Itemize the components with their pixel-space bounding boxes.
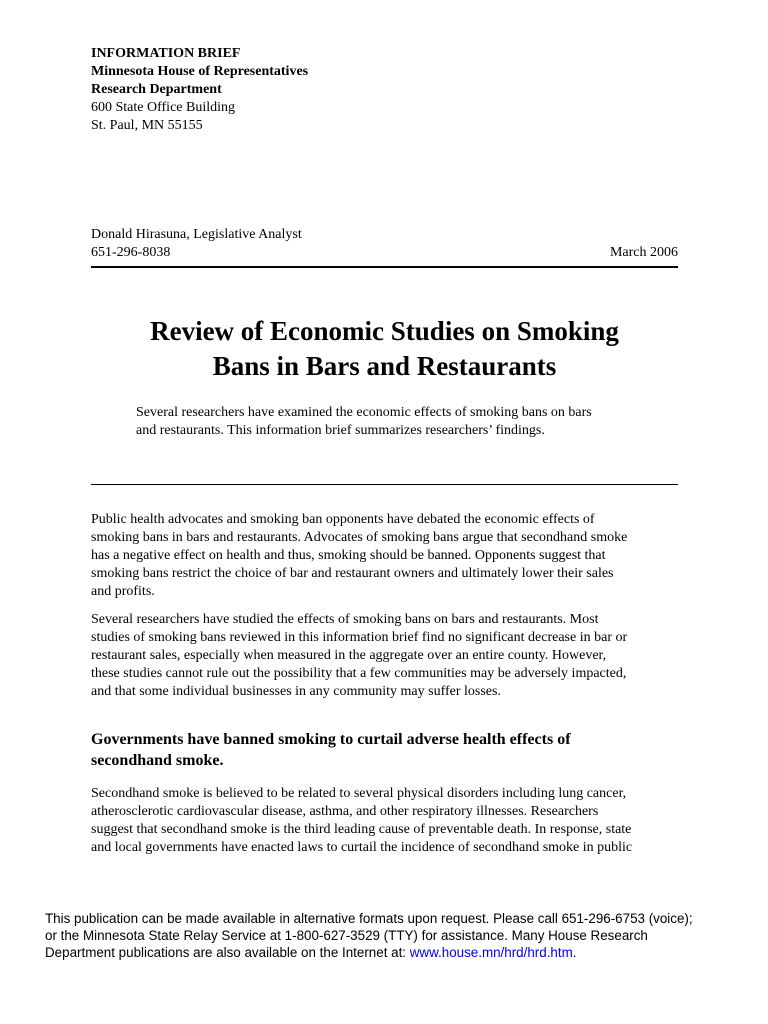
paragraph-line: Public health advocates and smoking ban opponents have debated the economic effects of bbox=[91, 512, 595, 527]
document-body bbox=[91, 511, 678, 867]
footer-line-3-text: Department publications are also available on the Internet at: bbox=[45, 945, 410, 960]
footer-line-3-end: . bbox=[572, 945, 577, 960]
paragraph-line: Several researchers have studied the effects of smoking bans on bars and restaurants. Most bbox=[91, 612, 599, 627]
address-line-1: 600 State Office Building bbox=[91, 100, 235, 115]
author-phone: 651-296-8038 bbox=[91, 245, 171, 260]
paragraph-line: smoking bans restrict the choice of bar and restaurant owners and ultimately lower their sales bbox=[91, 566, 614, 581]
author-contact-row bbox=[91, 244, 678, 262]
footer-line-2: or the Minnesota State Relay Service at 1-800-627-3529 (TTY) for assistance. Many House Research bbox=[45, 928, 648, 943]
abstract-line-1: Several researchers have examined the economic effects of smoking bans on bars bbox=[136, 405, 592, 420]
document-header bbox=[91, 45, 308, 135]
footer-line-1: This publication can be made available in alternative formats upon request. Please call 651-296-6753 (voice); bbox=[45, 911, 693, 926]
title-line-2: Bans in Bars and Restaurants bbox=[212, 351, 557, 381]
title-line-1: Review of Economic Studies on Smoking bbox=[150, 316, 619, 346]
paragraph-line: and profits. bbox=[91, 584, 155, 599]
paragraph-line: Secondhand smoke is believed to be related to several physical disorders including lung cancer, bbox=[91, 786, 627, 801]
department-name: Research Department bbox=[91, 82, 222, 97]
paragraph-line: studies of smoking bans reviewed in this information brief find no significant decrease in bar or bbox=[91, 630, 628, 645]
paragraph-line: atherosclerotic cardiovascular disease, asthma, and other respiratory illnesses. Researchers bbox=[91, 804, 599, 819]
paragraph-1 bbox=[91, 511, 678, 601]
paragraph-2 bbox=[91, 611, 678, 701]
footer-line-3 bbox=[45, 944, 735, 961]
section-heading bbox=[91, 729, 678, 771]
header-divider bbox=[91, 266, 678, 268]
heading-line: secondhand smoke. bbox=[91, 752, 224, 769]
organization-name: Minnesota House of Representatives bbox=[91, 64, 309, 79]
paragraph-3 bbox=[91, 785, 678, 857]
paragraph-line: and local governments have enacted laws to curtail the incidence of secondhand smoke in public bbox=[91, 840, 633, 855]
paragraph-line: has a negative effect on health and thus, smoking should be banned. Opponents suggest that bbox=[91, 548, 606, 563]
paragraph-line: smoking bans in bars and restaurants. Advocates of smoking bans argue that secondhand smoke bbox=[91, 530, 628, 545]
paragraph-line: these studies cannot rule out the possibility that a few communities may be adversely impacted, bbox=[91, 666, 627, 681]
paragraph-line: and that some individual businesses in any community may suffer losses. bbox=[91, 684, 501, 699]
footer-notice bbox=[45, 910, 735, 961]
document-title bbox=[91, 314, 678, 384]
website-link[interactable]: www.house.mn/hrd/hrd.htm bbox=[409, 945, 573, 960]
author-name: Donald Hirasuna, Legislative Analyst bbox=[91, 227, 302, 242]
paragraph-line: restaurant sales, especially when measured in the aggregate over an entire county. However, bbox=[91, 648, 607, 663]
address-line-2: St. Paul, MN 55155 bbox=[91, 118, 203, 133]
abstract-divider bbox=[91, 484, 678, 485]
paragraph-line: suggest that secondhand smoke is the third leading cause of preventable death. In response, state bbox=[91, 822, 632, 837]
publication-date: March 2006 bbox=[609, 245, 678, 260]
abstract bbox=[136, 404, 636, 440]
abstract-line-2: and restaurants. This information brief summarizes researchers’ findings. bbox=[136, 423, 545, 438]
heading-line: Governments have banned smoking to curtail adverse health effects of bbox=[91, 731, 571, 748]
brief-type: INFORMATION BRIEF bbox=[91, 46, 241, 61]
author-block bbox=[91, 226, 678, 262]
